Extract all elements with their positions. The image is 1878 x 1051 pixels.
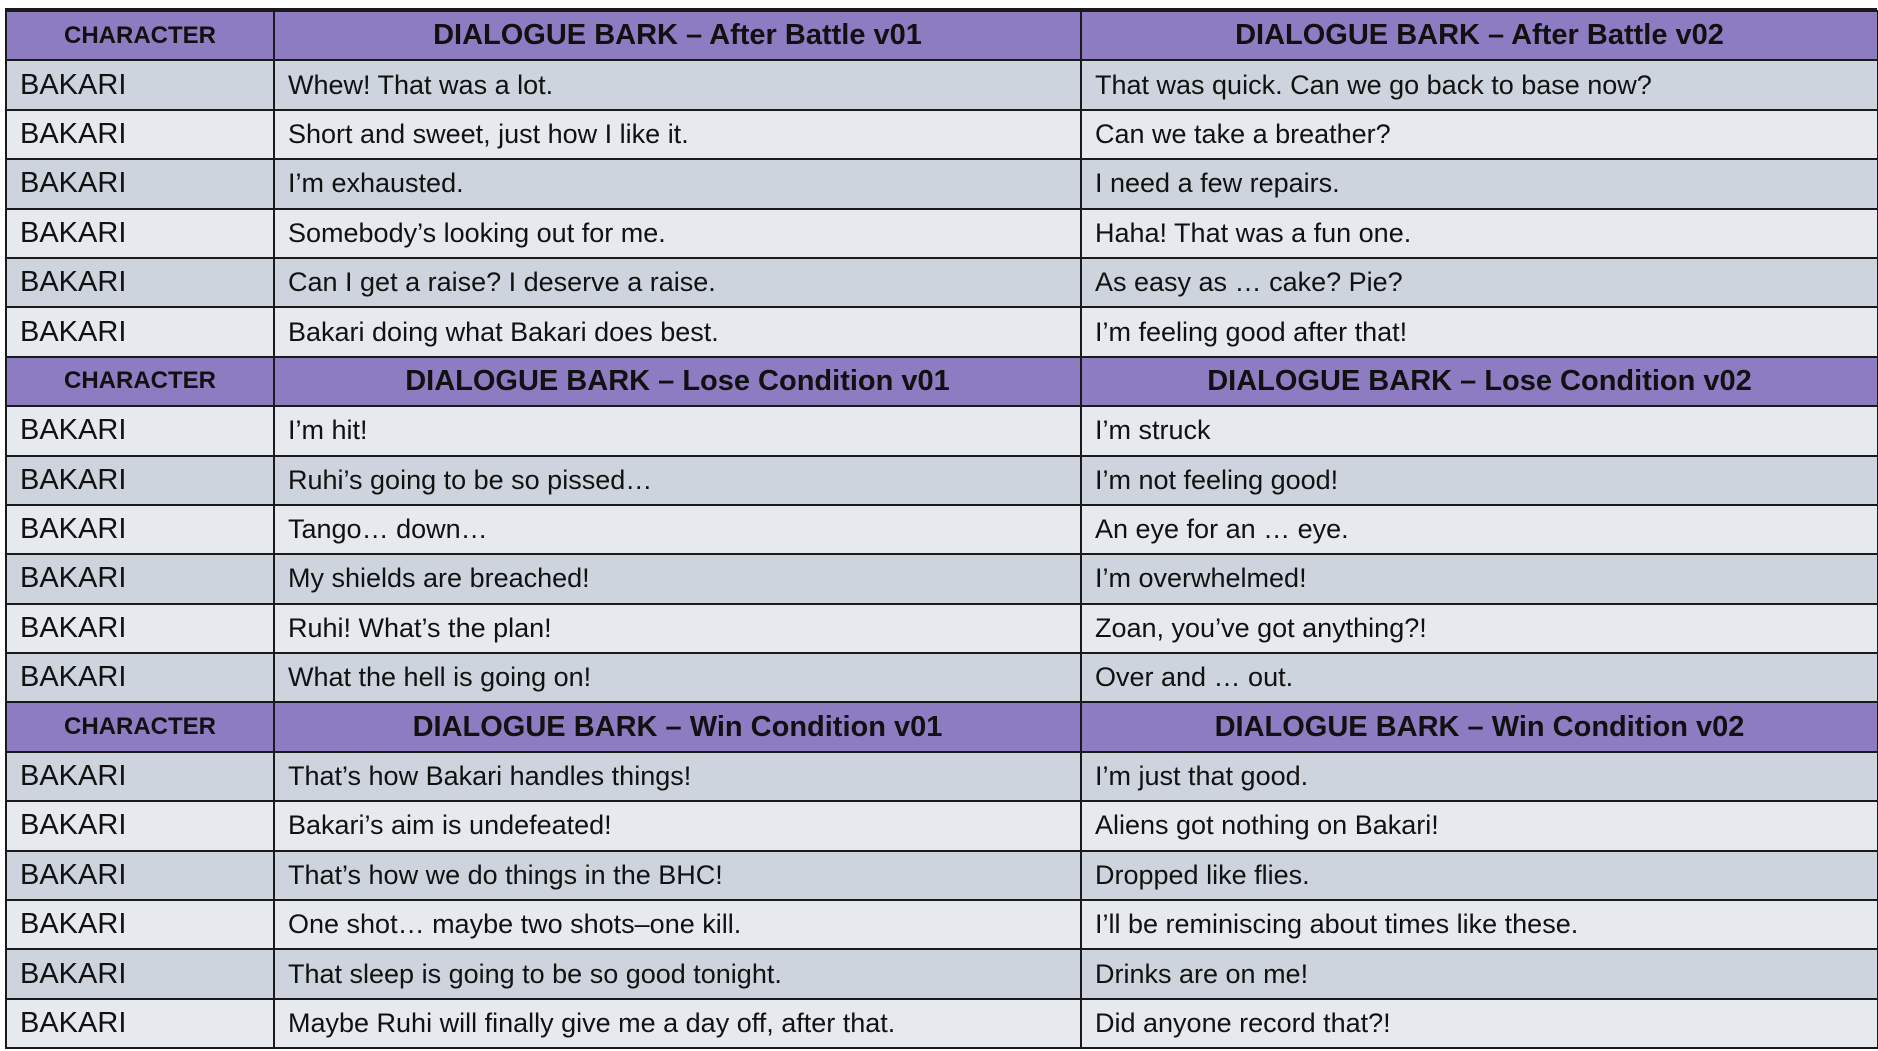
table-row bbox=[6, 258, 1878, 307]
dialogue-bark-table bbox=[5, 10, 1878, 1049]
bark-v01-cell: Tango… down… bbox=[274, 505, 1081, 554]
character-column-header: CHARACTER bbox=[6, 702, 274, 751]
character-cell: BAKARI bbox=[6, 752, 274, 801]
table-row bbox=[6, 604, 1878, 653]
character-cell: BAKARI bbox=[6, 307, 274, 356]
character-column-header: CHARACTER bbox=[6, 357, 274, 406]
character-cell: BAKARI bbox=[6, 258, 274, 307]
bark-v01-cell: Bakari doing what Bakari does best. bbox=[274, 307, 1081, 356]
bark-v02-cell: Haha! That was a fun one. bbox=[1081, 209, 1878, 258]
bark-v02-cell: Zoan, you’ve got anything?! bbox=[1081, 604, 1878, 653]
bark-v02-cell: I’m overwhelmed! bbox=[1081, 554, 1878, 603]
character-cell: BAKARI bbox=[6, 110, 274, 159]
bark-v01-cell: One shot… maybe two shots–one kill. bbox=[274, 900, 1081, 949]
character-cell: BAKARI bbox=[6, 604, 274, 653]
bark-v01-cell: My shields are breached! bbox=[274, 554, 1081, 603]
character-cell: BAKARI bbox=[6, 209, 274, 258]
table-row bbox=[6, 307, 1878, 356]
section-header-row-win-condition bbox=[6, 702, 1878, 751]
bark-v02-cell: As easy as … cake? Pie? bbox=[1081, 258, 1878, 307]
after-battle-v01-header: DIALOGUE BARK – After Battle v01 bbox=[274, 11, 1081, 60]
table-row bbox=[6, 456, 1878, 505]
table-row bbox=[6, 554, 1878, 603]
table-row bbox=[6, 209, 1878, 258]
character-cell: BAKARI bbox=[6, 505, 274, 554]
bark-v02-cell: An eye for an … eye. bbox=[1081, 505, 1878, 554]
bark-v02-cell: Aliens got nothing on Bakari! bbox=[1081, 801, 1878, 850]
bark-v02-cell: I need a few repairs. bbox=[1081, 159, 1878, 208]
character-cell: BAKARI bbox=[6, 999, 274, 1048]
character-cell: BAKARI bbox=[6, 159, 274, 208]
table-row bbox=[6, 159, 1878, 208]
after-battle-v02-header: DIALOGUE BARK – After Battle v02 bbox=[1081, 11, 1878, 60]
bark-v01-cell: I’m exhausted. bbox=[274, 159, 1081, 208]
character-cell: BAKARI bbox=[6, 949, 274, 998]
character-cell: BAKARI bbox=[6, 851, 274, 900]
bark-v02-cell: I’m not feeling good! bbox=[1081, 456, 1878, 505]
bark-v02-cell: I’m just that good. bbox=[1081, 752, 1878, 801]
table-row bbox=[6, 60, 1878, 109]
bark-v01-cell: Maybe Ruhi will finally give me a day off, after that. bbox=[274, 999, 1081, 1048]
bark-v01-cell: That’s how Bakari handles things! bbox=[274, 752, 1081, 801]
character-cell: BAKARI bbox=[6, 653, 274, 702]
bark-v02-cell: I’m struck bbox=[1081, 406, 1878, 455]
bark-v01-cell: Ruhi! What’s the plan! bbox=[274, 604, 1081, 653]
bark-v02-cell: Did anyone record that?! bbox=[1081, 999, 1878, 1048]
table-row bbox=[6, 801, 1878, 850]
table-row bbox=[6, 900, 1878, 949]
section-header-row-lose-condition bbox=[6, 357, 1878, 406]
bark-v01-cell: That sleep is going to be so good tonight. bbox=[274, 949, 1081, 998]
table-row bbox=[6, 851, 1878, 900]
lose-condition-v02-header: DIALOGUE BARK – Lose Condition v02 bbox=[1081, 357, 1878, 406]
bark-v01-cell: Somebody’s looking out for me. bbox=[274, 209, 1081, 258]
character-cell: BAKARI bbox=[6, 456, 274, 505]
character-cell: BAKARI bbox=[6, 406, 274, 455]
bark-v02-cell: I’ll be reminiscing about times like these. bbox=[1081, 900, 1878, 949]
character-cell: BAKARI bbox=[6, 554, 274, 603]
section-header-row-after-battle bbox=[6, 11, 1878, 60]
table-row bbox=[6, 110, 1878, 159]
bark-v01-cell: Can I get a raise? I deserve a raise. bbox=[274, 258, 1081, 307]
table-row bbox=[6, 406, 1878, 455]
bark-v01-cell: That’s how we do things in the BHC! bbox=[274, 851, 1081, 900]
bark-v02-cell: I’m feeling good after that! bbox=[1081, 307, 1878, 356]
lose-condition-v01-header: DIALOGUE BARK – Lose Condition v01 bbox=[274, 357, 1081, 406]
table-body bbox=[6, 11, 1878, 1048]
character-cell: BAKARI bbox=[6, 801, 274, 850]
bark-v01-cell: Whew! That was a lot. bbox=[274, 60, 1081, 109]
table-row bbox=[6, 653, 1878, 702]
bark-v02-cell: Over and … out. bbox=[1081, 653, 1878, 702]
bark-v02-cell: That was quick. Can we go back to base now? bbox=[1081, 60, 1878, 109]
table-row bbox=[6, 505, 1878, 554]
bark-v01-cell: What the hell is going on! bbox=[274, 653, 1081, 702]
table-row bbox=[6, 949, 1878, 998]
bark-v01-cell: Short and sweet, just how I like it. bbox=[274, 110, 1081, 159]
character-cell: BAKARI bbox=[6, 900, 274, 949]
character-cell: BAKARI bbox=[6, 60, 274, 109]
win-condition-v01-header: DIALOGUE BARK – Win Condition v01 bbox=[274, 702, 1081, 751]
bark-v02-cell: Drinks are on me! bbox=[1081, 949, 1878, 998]
table-row bbox=[6, 752, 1878, 801]
bark-v02-cell: Dropped like flies. bbox=[1081, 851, 1878, 900]
bark-v01-cell: Bakari’s aim is undefeated! bbox=[274, 801, 1081, 850]
character-column-header: CHARACTER bbox=[6, 11, 274, 60]
table-row bbox=[6, 999, 1878, 1048]
bark-v01-cell: Ruhi’s going to be so pissed… bbox=[274, 456, 1081, 505]
win-condition-v02-header: DIALOGUE BARK – Win Condition v02 bbox=[1081, 702, 1878, 751]
bark-v02-cell: Can we take a breather? bbox=[1081, 110, 1878, 159]
bark-v01-cell: I’m hit! bbox=[274, 406, 1081, 455]
